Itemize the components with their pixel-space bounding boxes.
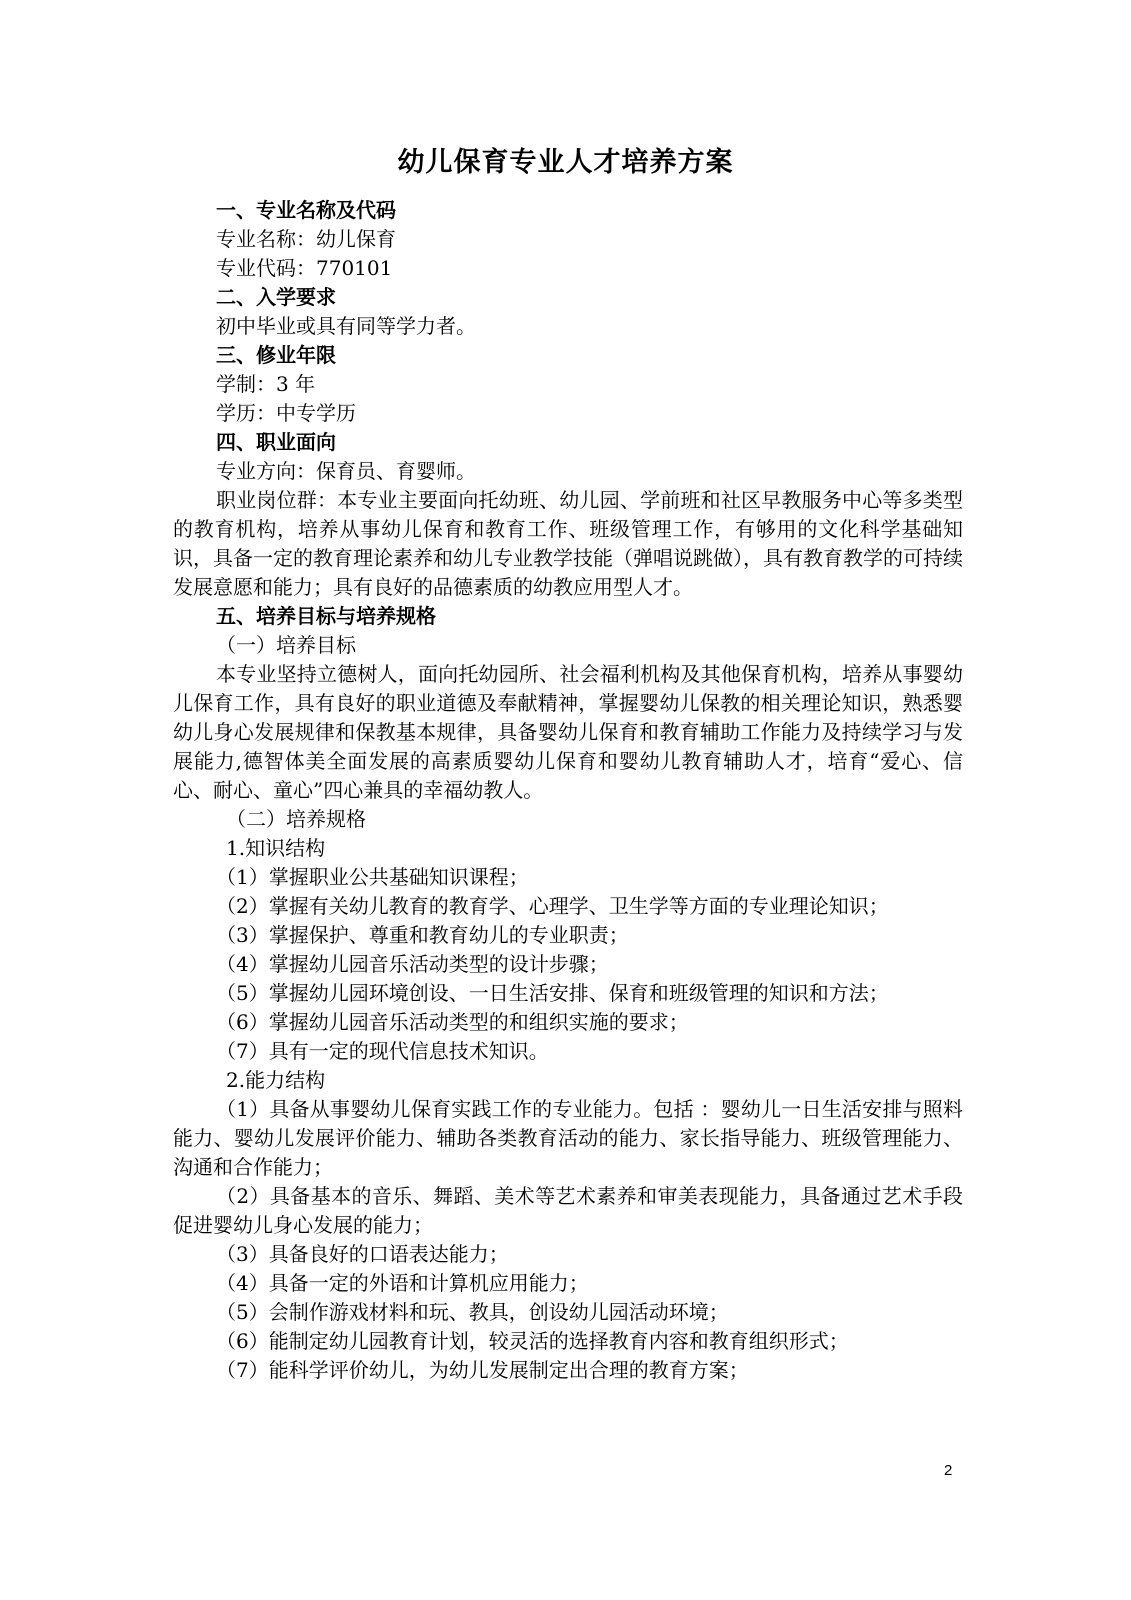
- list-item: （1）掌握职业公共基础知识课程；: [216, 865, 529, 889]
- paragraph: 职业岗位群：本专业主要面向托幼班、幼儿园、学前班和社区早教服务中心等多类型的教育机构，培养从事幼儿保育和教育工作、班级管理工作，有够用的文化科学基础知识，具备一定的教育理论素养和幼儿专业教学技能（弹唱说跳做），具有教育教学的可持续发展意愿和能力；具有良好的品德素质的幼教应用型人才。: [173, 488, 963, 599]
- section-heading: 二、入学要求: [216, 285, 336, 309]
- text-line: 学制：3 年: [216, 372, 316, 396]
- list-item: （1）具备从事婴幼儿保育实践工作的专业能力。包括 ：婴幼儿一日生活安排与照料能力、婴幼儿发展评价能力、辅助各类教育活动的能力、家长指导能力、班级管理能力、沟通和合作能力；: [173, 1097, 963, 1179]
- list-heading: 2.能力结构: [226, 1068, 326, 1092]
- text-line: 专业代码：770101: [216, 256, 393, 280]
- list-item: （3）具备良好的口语表达能力；: [216, 1242, 509, 1266]
- list-item: （4）掌握幼儿园音乐活动类型的设计步骤；: [216, 952, 609, 976]
- paragraph: 本专业坚持立德树人，面向托幼园所、社会福利机构及其他保育机构，培养从事婴幼儿保育工作，具有良好的职业道德及奉献精神，掌握婴幼儿保教的相关理论知识，熟悉婴幼儿身心发展规律和保教基本规律，具备婴幼儿保育和教育辅助工作能力及持续学习与发展能力,德智体美全面发展的高素质婴幼儿保育和婴幼儿教育辅助人才，培育“爱心、信心、耐心、童心”四心兼具的幸福幼教人。: [173, 662, 963, 802]
- subsection-heading: （二）培养规格: [226, 807, 366, 831]
- section-heading: 一、专业名称及代码: [216, 198, 396, 222]
- list-item: （6）能制定幼儿园教育计划，较灵活的选择教育内容和教育组织形式；: [216, 1329, 849, 1353]
- list-item: （3）掌握保护、尊重和教育幼儿的专业职责；: [216, 923, 629, 947]
- text-line: 学历：中专学历: [216, 401, 356, 425]
- list-item: （2）掌握有关幼儿教育的教育学、心理学、卫生学等方面的专业理论知识；: [216, 894, 889, 918]
- list-item: （7）能科学评价幼儿，为幼儿发展制定出合理的教育方案；: [216, 1358, 749, 1382]
- list-item: （5）会制作游戏材料和玩、教具，创设幼儿园活动环境；: [216, 1300, 729, 1324]
- list-item: （7）具有一定的现代信息技术知识。: [216, 1039, 549, 1063]
- section-heading: 三、修业年限: [216, 343, 336, 367]
- subsection-heading: （一）培养目标: [216, 633, 356, 657]
- section-heading: 四、职业面向: [216, 430, 336, 454]
- list-heading: 1.知识结构: [226, 836, 326, 860]
- text-line: 专业名称：幼儿保育: [216, 227, 396, 251]
- text-line: 初中毕业或具有同等学力者。: [216, 314, 476, 338]
- page-number: 2: [944, 1462, 953, 1479]
- section-heading: 五、培养目标与培养规格: [216, 604, 436, 628]
- list-item: （5）掌握幼儿园环境创设、一日生活安排、保育和班级管理的知识和方法；: [216, 981, 889, 1005]
- text-line: 专业方向：保育员、育婴师。: [216, 459, 476, 483]
- list-item: （6）掌握幼儿园音乐活动类型的和组织实施的要求；: [216, 1010, 689, 1034]
- document-title: 幼儿保育专业人才培养方案: [397, 147, 734, 178]
- list-item: （2）具备基本的音乐、舞蹈、美术等艺术素养和审美表现能力，具备通过艺术手段促进婴幼儿身心发展的能力；: [173, 1184, 963, 1237]
- list-item: （4）具备一定的外语和计算机应用能力；: [216, 1271, 589, 1295]
- document-body: [173, 196, 963, 1385]
